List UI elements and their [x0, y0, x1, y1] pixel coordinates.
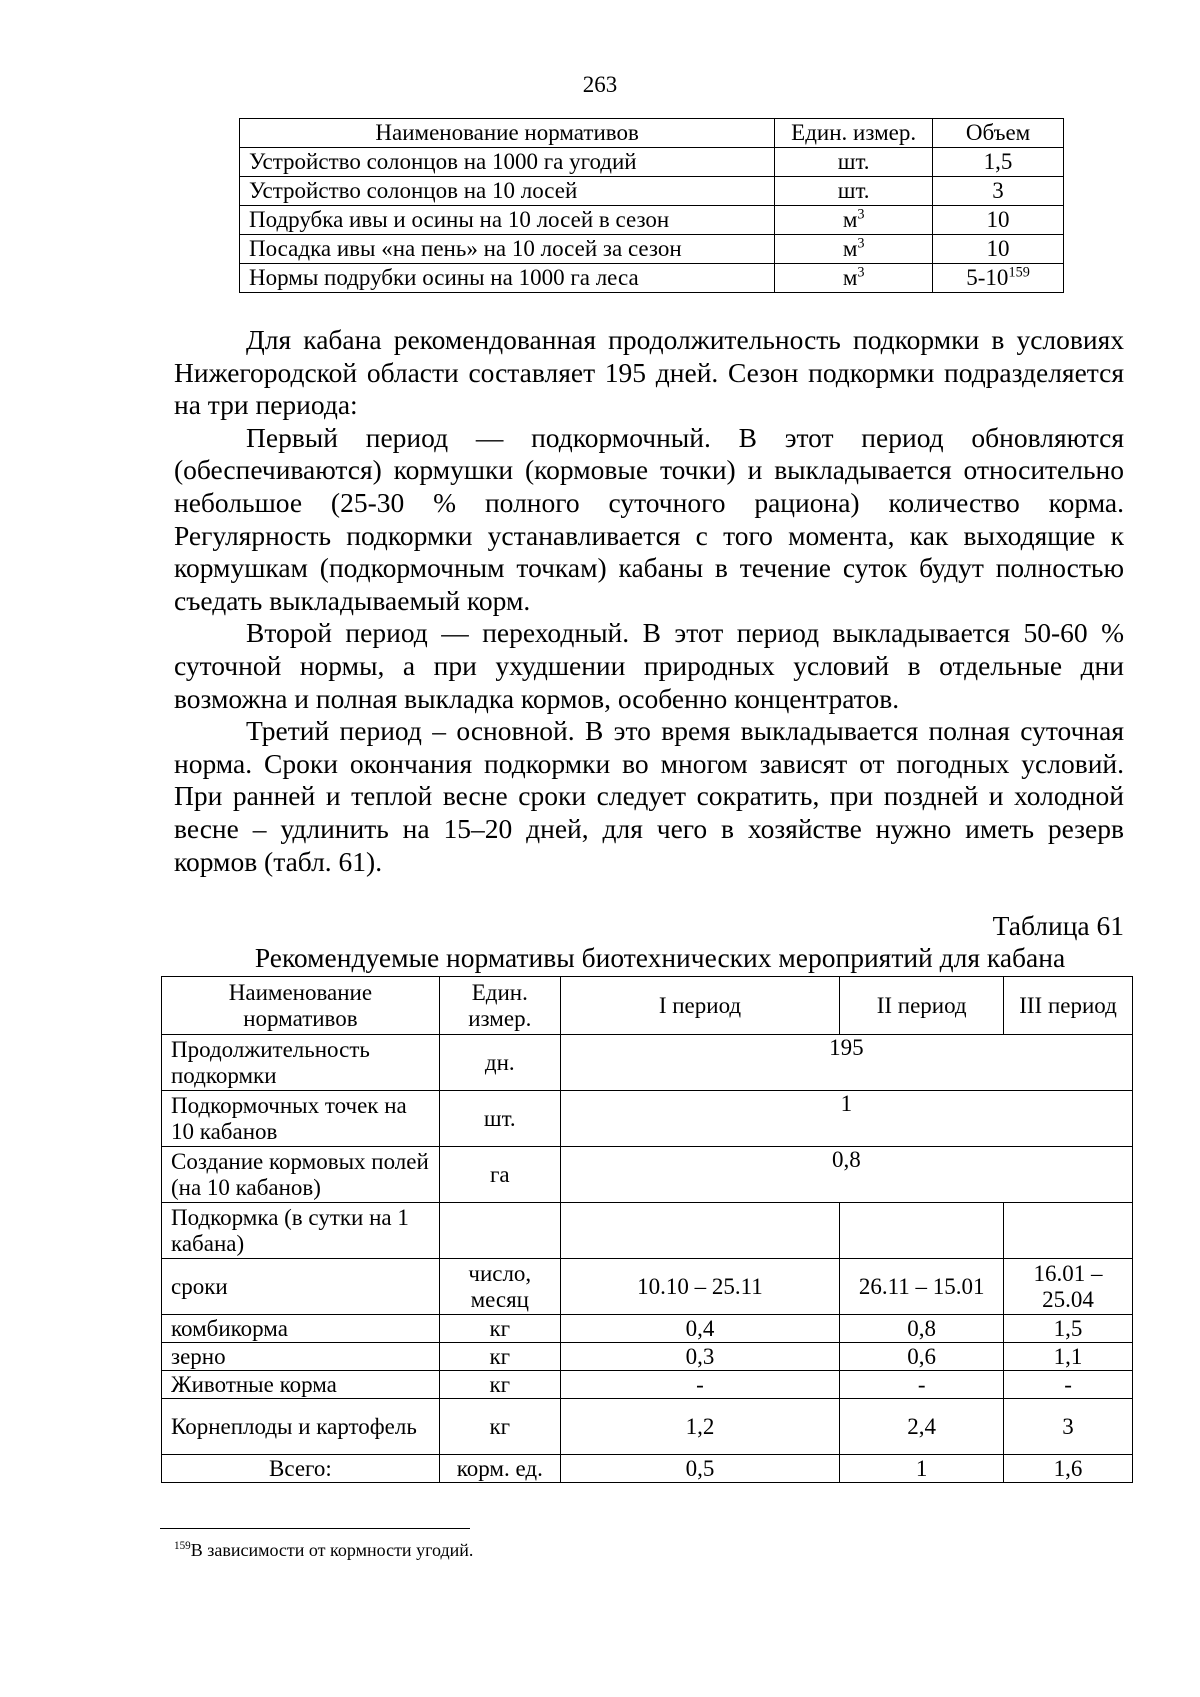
row-value: 0,8: [560, 1147, 1132, 1203]
header-name: Наименование нормативов: [240, 119, 775, 148]
table-row: [162, 1035, 1133, 1091]
row-name: Создание кормовых полей (на 10 кабанов): [162, 1147, 440, 1203]
row-period-3: 16.01 – 25.04: [1004, 1259, 1133, 1315]
row-period-2: 2,4: [840, 1399, 1004, 1455]
row-name: Устройство солонцов на 1000 га угодий: [240, 148, 775, 177]
row-name: сроки: [162, 1259, 440, 1315]
norms-table-elk: [239, 118, 1064, 293]
row-value: 10: [933, 235, 1064, 264]
footnote-reference[interactable]: 159: [1008, 264, 1030, 281]
total-unit: корм. ед.: [439, 1455, 560, 1483]
table-row: [162, 1203, 1133, 1259]
row-period-3: 3: [1004, 1399, 1133, 1455]
header-unit: Един. измер.: [439, 977, 560, 1035]
row-period-3: 1,1: [1004, 1343, 1133, 1371]
table-row: [162, 1091, 1133, 1147]
header-period-1: I период: [560, 977, 840, 1035]
row-value: 10: [933, 206, 1064, 235]
row-period-1: 0,3: [560, 1343, 840, 1371]
row-unit: дн.: [439, 1035, 560, 1091]
row-name: комбикорма: [162, 1315, 440, 1343]
row-name: Животные корма: [162, 1371, 440, 1399]
total-period-3: 1,6: [1004, 1455, 1133, 1483]
row-value: 1,5: [933, 148, 1064, 177]
footnote-separator: [160, 1528, 470, 1529]
row-name: Продолжительность подкормки: [162, 1035, 440, 1091]
total-label: Всего:: [162, 1455, 440, 1483]
paragraph: Второй период — переходный. В этот период выкладывается 50-60 % суточной нормы, а при ухудшении природных условий в отдельные дни возможна и полная выкладка кормов, особенно концентратов.: [174, 617, 1124, 714]
total-period-2: 1: [840, 1455, 1004, 1483]
row-name: Подкормочных точек на 10 кабанов: [162, 1091, 440, 1147]
row-unit: кг: [439, 1315, 560, 1343]
row-period-3: -: [1004, 1371, 1133, 1399]
row-period-1: 10.10 – 25.11: [560, 1259, 840, 1315]
norms-table-boar: [161, 976, 1133, 1483]
paragraph: Третий период – основной. В это время выкладывается полная суточная норма. Сроки окончания подкормки во многом зависят от погодных условий. При ранней и теплой весне сроки следует сократить, при поздней и холодной весне – удлинить на 15–20 дней, для чего в хозяйстве нужно иметь резерв кормов (табл. 61).: [174, 715, 1124, 877]
row-period-1: 1,2: [560, 1399, 840, 1455]
row-unit: кг: [439, 1343, 560, 1371]
table-row: [162, 1259, 1133, 1315]
row-unit: шт.: [775, 148, 933, 177]
row-name: Подкормка (в сутки на 1 кабана): [162, 1203, 440, 1259]
header-name: Наименование нормативов: [162, 977, 440, 1035]
footnote-text: В зависимости от кормности угодий.: [190, 1540, 474, 1560]
table-row: [240, 206, 1064, 235]
table-row: [240, 177, 1064, 206]
row-period-2: 0,8: [840, 1315, 1004, 1343]
footnote-mark: 159: [174, 1540, 191, 1552]
row-value: 1: [560, 1091, 1132, 1147]
table-row: [240, 264, 1064, 293]
header-unit: Един. измер.: [775, 119, 933, 148]
footnote: [174, 1540, 473, 1561]
row-unit: га: [439, 1147, 560, 1203]
table-row: [162, 1399, 1133, 1455]
table-row: [162, 1371, 1133, 1399]
table-label: Таблица 61: [992, 910, 1124, 941]
table-row: [162, 1147, 1133, 1203]
table-row: [162, 1343, 1133, 1371]
header-period-3: III период: [1004, 977, 1133, 1035]
table-title: Рекомендуемые нормативы биотехнических мероприятий для кабана: [254, 942, 1066, 973]
table-row: [240, 235, 1064, 264]
row-period-2: -: [840, 1371, 1004, 1399]
table-header-row: [240, 119, 1064, 148]
row-name: Нормы подрубки осины на 1000 га леса: [240, 264, 775, 293]
header-period-2: II период: [840, 977, 1004, 1035]
total-period-1: 0,5: [560, 1455, 840, 1483]
row-unit: $м^3$: [775, 264, 933, 293]
row-value: 195: [560, 1035, 1132, 1091]
table-row: [240, 148, 1064, 177]
row-name: Подрубка ивы и осины на 10 лосей в сезон: [240, 206, 775, 235]
row-name: Корнеплоды и картофель: [162, 1399, 440, 1455]
paragraph: Для кабана рекомендованная продолжительность подкормки в условиях Нижегородской области составляет 195 дней. Сезон подкормки подразделяется на три периода:: [174, 324, 1124, 421]
row-period-2: 26.11 – 15.01: [840, 1259, 1004, 1315]
empty-cell: [1004, 1203, 1133, 1259]
empty-cell: [439, 1203, 560, 1259]
row-period-3: 1,5: [1004, 1315, 1133, 1343]
row-unit: шт.: [775, 177, 933, 206]
row-unit: $м^3$: [775, 235, 933, 264]
header-volume: Объем: [933, 119, 1064, 148]
empty-cell: [560, 1203, 840, 1259]
table-header-row: [162, 977, 1133, 1035]
table-row: [162, 1315, 1133, 1343]
empty-cell: [840, 1203, 1004, 1259]
row-name: Посадка ивы «на пень» на 10 лосей за сезон: [240, 235, 775, 264]
row-unit: кг: [439, 1371, 560, 1399]
row-period-2: 0,6: [840, 1343, 1004, 1371]
row-period-1: 0,4: [560, 1315, 840, 1343]
page-number: 263: [582, 72, 618, 97]
body-text: [174, 324, 1124, 878]
row-unit: кг: [439, 1399, 560, 1455]
row-unit: шт.: [439, 1091, 560, 1147]
row-unit: число, месяц: [439, 1259, 560, 1315]
row-value: 3: [933, 177, 1064, 206]
paragraph: Первый период — подкормочный. В этот период обновляются (обеспечиваются) кормушки (кормовые точки) и выкладывается относительно небольшое (25-30 % полного суточного рациона) количество корма. Регулярность подкормки устанавливается с того момента, как выходящие к кормушкам (подкормочным точкам) кабаны в течение суток будут полностью съедать выкладываемый корм.: [174, 421, 1124, 616]
table-total-row: [162, 1455, 1133, 1483]
row-name: зерно: [162, 1343, 440, 1371]
row-period-1: -: [560, 1371, 840, 1399]
row-unit: $м^3$: [775, 206, 933, 235]
row-value: $5-10^{159}$: [933, 264, 1064, 293]
row-name: Устройство солонцов на 10 лосей: [240, 177, 775, 206]
